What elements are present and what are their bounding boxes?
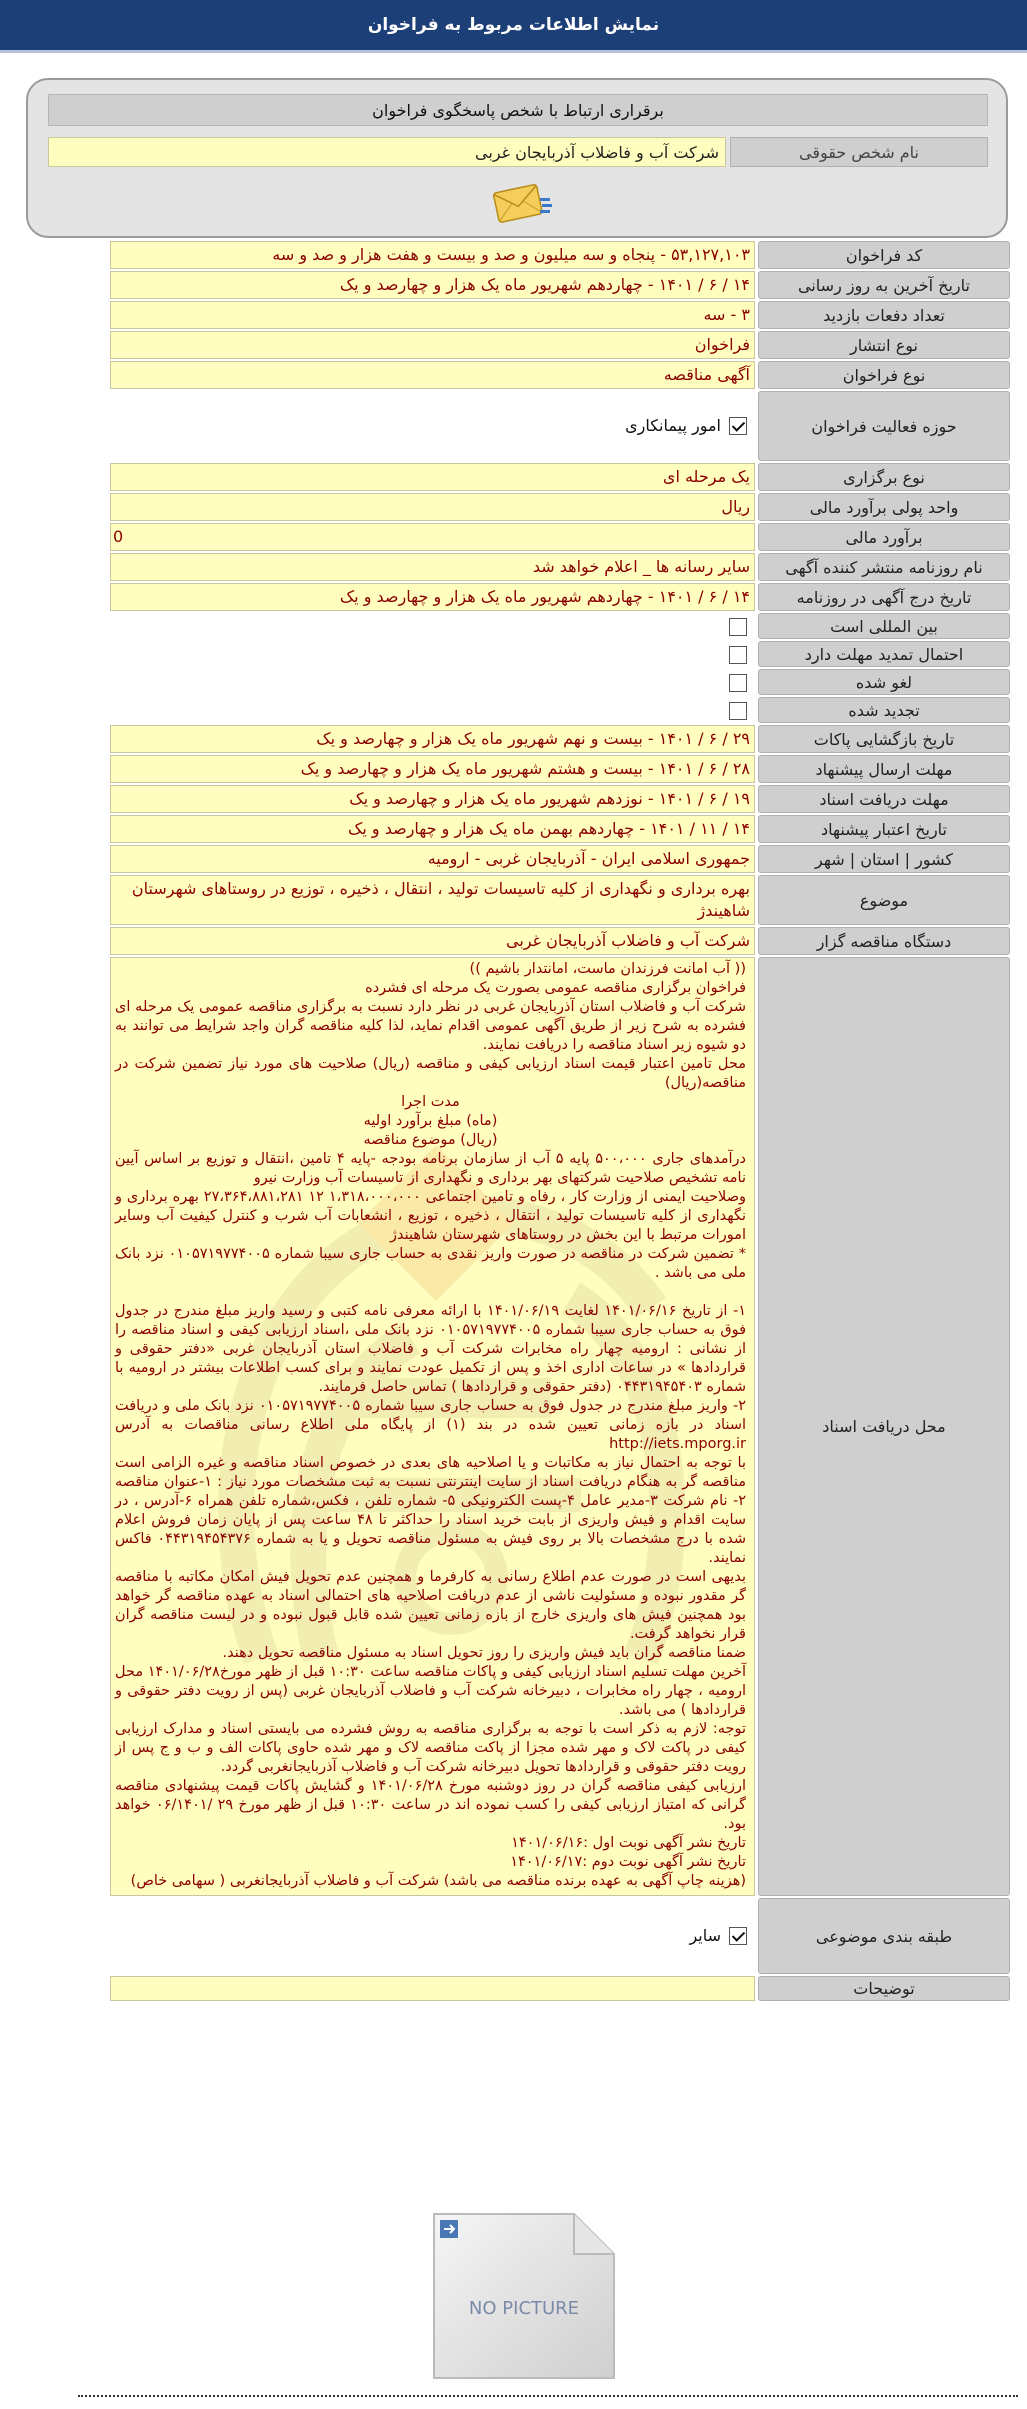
row-estimate bbox=[110, 523, 1010, 551]
docs-line: ۱- از تاریخ ۱۴۰۱/۰۶/۱۶ لغایت ۱۴۰۱/۰۶/۱۹ با ارائه معرفی نامه کتبی و رسید واریز مبلغ مندرج در جدول فوق به حساب جاری سیبا شماره ۰۱۰۵۷۱۹۷۷۴۰۰۵ نزد بانک ملی ،اسناد ارزیابی کیفی و اسناد مناقصه را از نشانی : ارومیه چهار راه مخابرات شرکت آب و فاضلاب استان آذربایجان غربی «دفتر حقوقی و قراردادها » در ساعات اداری اخذ و پس از تکمیل عودت نمایند و برای کسب اطلاعات بیشتر در ارومیه با شماره ۰۴۴۳۱۹۴۵۴۰۳ (دفتر حقوقی و قراردادها ) تماس حاصل فرمایند. bbox=[115, 1303, 746, 1395]
extension-checkbox[interactable] bbox=[729, 646, 747, 664]
label-opening: تاریخ بازگشایی پاکات bbox=[758, 725, 1010, 753]
row-currency bbox=[110, 493, 1010, 521]
value-last-update: ۱۴ / ۶ / ۱۴۰۱ - چهاردهم شهریور ماه یک هزار و چهارصد و یک bbox=[110, 271, 755, 299]
docs-line: (( آب امانت فرزندان ماست، امانتدار باشیم )) bbox=[469, 961, 746, 977]
row-docs bbox=[110, 957, 1010, 1896]
label-renewed: تجدید شده bbox=[758, 697, 1010, 723]
row-call-type bbox=[110, 361, 1010, 389]
value-docs bbox=[110, 957, 755, 1896]
docs-line: ۲- واریز مبلغ مندرج در جدول فوق به حساب جاری سیبا شماره ۰۱۰۵۷۱۹۷۷۴۰۰۵ نزد بانک ملی و دریافت اسناد در بازه زمانی تعیین شده در بند (۱) از پایگاه ملی اطلاع رسانی مناقصات به آدرس http://iets.mporg.ir bbox=[115, 1398, 746, 1452]
label-receive-deadline: مهلت دریافت اسناد bbox=[758, 785, 1010, 813]
label-docs: محل دریافت اسناد bbox=[758, 957, 1010, 1896]
docs-text bbox=[111, 958, 750, 1895]
label-validity: تاریخ اعتبار پیشنهاد bbox=[758, 815, 1010, 843]
docs-line bbox=[115, 1283, 746, 1302]
label-news-date: تاریخ درج آگهی در روزنامه bbox=[758, 583, 1010, 611]
details-table bbox=[110, 239, 1010, 2003]
docs-line: ارزیابی کیفی مناقصه گران در روز دوشنبه مورخ ۱۴۰۱/۰۶/۲۸ و گشایش پاکات قیمت پیشنهادی مناقصه گرانی که امتیاز ارزیابی کیفی را کسب نموده اند در ساعت ۱۰:۳۰ قبل از ظهر مورخ ۲۹ /۰۶/۱۴۰۱ خواهد بود. bbox=[115, 1778, 746, 1832]
value-renewed bbox=[110, 697, 755, 723]
label-category: طبقه بندی موضوعی bbox=[758, 1898, 1010, 1974]
label-estimate: برآورد مالی bbox=[758, 523, 1010, 551]
value-visits: ۳ - سه bbox=[110, 301, 755, 329]
label-code: کد فراخوان bbox=[758, 241, 1010, 269]
docs-line: فراخوان برگزاری مناقصه عمومی بصورت یک مرحله ای فشرده bbox=[365, 980, 746, 996]
row-holding bbox=[110, 463, 1010, 491]
docs-line: (ریال) موضوع مناقصه bbox=[363, 1132, 498, 1148]
value-category bbox=[110, 1898, 755, 1974]
category-text: سایر bbox=[689, 1926, 721, 1946]
value-activity bbox=[110, 391, 755, 461]
value-notes bbox=[110, 1976, 755, 2001]
label-location: کشور | استان | شهر bbox=[758, 845, 1010, 873]
value-send-deadline: ۲۸ / ۶ / ۱۴۰۱ - بیست و هشتم شهریور ماه یک هزار و چهارصد و یک bbox=[110, 755, 755, 783]
row-validity bbox=[110, 815, 1010, 843]
contact-label: نام شخص حقوقی bbox=[730, 137, 988, 167]
international-checkbox[interactable] bbox=[729, 618, 747, 636]
label-last-update: تاریخ آخرین به روز رسانی bbox=[758, 271, 1010, 299]
row-visits bbox=[110, 301, 1010, 329]
activity-text: امور پیمانکاری bbox=[625, 416, 721, 436]
value-location: جمهوری اسلامی ایران - آذربایجان غربی - ارومیه bbox=[110, 845, 755, 873]
label-call-type: نوع فراخوان bbox=[758, 361, 1010, 389]
row-news-date bbox=[110, 583, 1010, 611]
label-international: بین المللی است bbox=[758, 613, 1010, 639]
row-extension bbox=[110, 641, 1010, 667]
value-newspaper: سایر رسانه ها _ اعلام خواهد شد bbox=[110, 553, 755, 581]
docs-line: با توجه به احتمال نیاز به مکاتبات و یا اصلاحیه های بعدی در خصوص اسناد مناقصه و غیره الزامی است مناقصه گر به هنگام دریافت اسناد از سایت اینترنتی نسبت به ثبت مشخصات مورد نیاز : ۱-عنوان مناقصه ۲- نام شرکت ۳-مدیر عامل ۴-پست الکترونیکی ۵- شماره تلفن ، فکس،شماره تلفن همراه ۶-آدرس ، در سایت اقدام و فیش واریزی از بابت خرید اسناد را حداکثر تا ۴۸ ساعت پس از پایان زمان فروش اعلام شده با درج مشخصات بالا بر روی فیش به مسئول مناقصه تحویل و یا به شماره ۰۴۴۳۱۹۴۵۴۳۷۶ فاکس نمایند. bbox=[115, 1455, 747, 1566]
row-category bbox=[110, 1898, 1010, 1974]
label-cancelled: لغو شده bbox=[758, 669, 1010, 695]
value-cancelled bbox=[110, 669, 755, 695]
docs-line: توجه: لازم به ذکر است با توجه به برگزاری مناقصه به روش فشرده می بایستی اسناد و مدارک ارزیابی کیفی در پاکت لاک و مهر شده مجزا از پاکت مناقصه لاک و مهر شده حاوی پاکات الف و ب و ج پس از رویت دفتر حقوقی و قراردادها تحویل دبیرخانه شرکت آب و فاضلاب آذربایجانغربی گردد. bbox=[115, 1721, 746, 1775]
docs-line: تاریخ نشر آگهی نوبت اول :۱۴۰۱/۰۶/۱۶ bbox=[511, 1835, 746, 1851]
contact-row bbox=[48, 137, 988, 167]
value-currency: ریال bbox=[110, 493, 755, 521]
no-picture-image bbox=[424, 2212, 616, 2382]
label-organizer: دستگاه مناقصه گزار bbox=[758, 927, 1010, 955]
label-notes: توضیحات bbox=[758, 1976, 1010, 2001]
row-newspaper bbox=[110, 553, 1010, 581]
docs-line: محل تامین اعتبار قیمت اسناد ارزیابی کیفی و مناقصه (ریال) صلاحیت های مورد نیاز تضمین شرکت در مناقصه(ریال) bbox=[115, 1056, 746, 1091]
value-international bbox=[110, 613, 755, 639]
row-code bbox=[110, 241, 1010, 269]
footer-divider bbox=[78, 2395, 1018, 2397]
docs-line: (هزینه چاپ آگهی به عهده برنده مناقصه می باشد) شرکت آب و فاضلاب آذربایجانغربی ( سهامی خاص) bbox=[130, 1873, 746, 1889]
page-title: نمایش اطلاعات مربوط به فراخوان bbox=[367, 15, 660, 35]
label-holding: نوع برگزاری bbox=[758, 463, 1010, 491]
value-estimate: 0 bbox=[110, 523, 755, 551]
row-cancelled bbox=[110, 669, 1010, 695]
row-opening bbox=[110, 725, 1010, 753]
label-send-deadline: مهلت ارسال پیشنهاد bbox=[758, 755, 1010, 783]
row-subject bbox=[110, 875, 1010, 925]
value-news-date: ۱۴ / ۶ / ۱۴۰۱ - چهاردهم شهریور ماه یک هزار و چهارصد و یک bbox=[110, 583, 755, 611]
label-activity: حوزه فعالیت فراخوان bbox=[758, 391, 1010, 461]
no-picture-text: NO PICTURE bbox=[468, 2298, 580, 2319]
page-header bbox=[0, 0, 1027, 53]
value-publish-type: فراخوان bbox=[110, 331, 755, 359]
cancelled-checkbox[interactable] bbox=[729, 674, 747, 692]
row-renewed bbox=[110, 697, 1010, 723]
value-subject: بهره برداری و نگهداری از کلیه تاسیسات تولید ، انتقال ، ذخیره ، توزیع در روستاهای شهرستان شاهیندژ bbox=[110, 875, 755, 925]
row-receive-deadline bbox=[110, 785, 1010, 813]
value-organizer: شرکت آب و فاضلاب آذربایجان غربی bbox=[110, 927, 755, 955]
value-opening: ۲۹ / ۶ / ۱۴۰۱ - بیست و نهم شهریور ماه یک هزار و چهارصد و یک bbox=[110, 725, 755, 753]
docs-line: ضمنا مناقصه گران باید فیش واریزی را روز تحویل اسناد به مسئول مناقصه تحویل دهند. bbox=[222, 1645, 746, 1661]
docs-line: بدیهی است در صورت عدم اطلاع رسانی به کارفرما و همچنین عدم تحویل فیش امکان مکاتبه با مناقصه گر مقدور نبوده و مسئولیت ناشی از عدم دریافت اصلاحیه های احتمالی اسناد به عهده مناقصه گر خواهد بود همچنین فیش های واریزی خارج از بازه زمانی تعیین شده قابل قبول نبوده و در لیست مناقصه گران قرار نخواهد گرفت. bbox=[115, 1569, 746, 1642]
row-last-update bbox=[110, 271, 1010, 299]
label-publish-type: نوع انتشار bbox=[758, 331, 1010, 359]
renewed-checkbox[interactable] bbox=[729, 702, 747, 720]
value-call-type: آگهی مناقصه bbox=[110, 361, 755, 389]
docs-line: (ماه) مبلغ برآورد اولیه bbox=[363, 1113, 498, 1129]
contact-panel bbox=[26, 78, 1008, 238]
value-receive-deadline: ۱۹ / ۶ / ۱۴۰۱ - نوزدهم شهریور ماه یک هزار و چهارصد و یک bbox=[110, 785, 755, 813]
label-visits: تعداد دفعات بازدید bbox=[758, 301, 1010, 329]
docs-line: آخرین مهلت تسلیم اسناد ارزیابی کیفی و پاکات مناقصه ساعت ۱۰:۳۰ قبل از ظهر مورخ۱۴۰۱/۰۶/۲۸ محل ارومیه ، چهار راه مخابرات ، دبیرخانه شرکت آب و فاضلاب آذربایجان غربی (پس از رویت دفتر حقوقی و قراردادها ) می باشد. bbox=[115, 1664, 747, 1718]
row-location bbox=[110, 845, 1010, 873]
docs-line: شرکت آب و فاضلاب استان آذربایجان غربی در نظر دارد نسبت به برگزاری مناقصه عمومی یک مرحله ای فشرده به شرح زیر از طریق آگهی عمومی اقدام نماید، لذا کلیه مناقصه گران واجد شرایط می توانند به دو شیوه زیر اسناد مناقصه را دریافت نمایند. bbox=[115, 999, 746, 1053]
label-currency: واحد پولی برآورد مالی bbox=[758, 493, 1010, 521]
docs-line: تاریخ نشر آگهی نوبت دوم :۱۴۰۱/۰۶/۱۷ bbox=[510, 1854, 746, 1870]
contact-title: برقراری ارتباط با شخص پاسخگوی فراخوان bbox=[48, 94, 988, 126]
row-notes bbox=[110, 1976, 1010, 2001]
row-activity bbox=[110, 391, 1010, 461]
label-extension: احتمال تمدید مهلت دارد bbox=[758, 641, 1010, 667]
label-newspaper: نام روزنامه منتشر کننده آگهی bbox=[758, 553, 1010, 581]
value-code: ۵۳,۱۲۷,۱۰۳ - پنجاه و سه میلیون و صد و بیست و هفت هزار و صد و سه bbox=[110, 241, 755, 269]
docs-line: مدت اجرا bbox=[401, 1094, 460, 1110]
activity-checkbox[interactable] bbox=[729, 417, 747, 435]
envelope-icon[interactable] bbox=[490, 180, 554, 226]
label-subject: موضوع bbox=[758, 875, 1010, 925]
row-international bbox=[110, 613, 1010, 639]
value-validity: ۱۴ / ۱۱ / ۱۴۰۱ - چهاردهم بهمن ماه یک هزار و چهارصد و یک bbox=[110, 815, 755, 843]
docs-line: وصلاحیت ایمنی از وزارت کار ، رفاه و تامین اجتماعی ۱،۳۱۸،۰۰۰،۰۰۰ ۱۲ ۲۷،۳۶۴،۸۸۱،۲۸۱ بهره برداری و نگهداری از کلیه تاسیسات تولید ، انتقال ، ذخیره ، توزیع ، انشعابات آب شرب و کنترل کیفیت آب وسایر امورات مرتبط با این بخش در روستاهای شهرستان شاهیندژ bbox=[115, 1189, 747, 1243]
row-publish-type bbox=[110, 331, 1010, 359]
value-holding: یک مرحله ای bbox=[110, 463, 755, 491]
category-checkbox[interactable] bbox=[729, 1927, 747, 1945]
row-organizer bbox=[110, 927, 1010, 955]
docs-line: * تضمین شرکت در مناقصه در صورت واریز نقدی به حساب جاری سیبا شماره ۰۱۰۵۷۱۹۷۷۴۰۰۵ نزد بانک ملی می باشد . bbox=[115, 1246, 747, 1281]
docs-line: درآمدهای جاری ۵۰۰،۰۰۰ پایه ۵ آب از سازمان برنامه بودجه -پایه ۴ تامین ،انتقال و توزیع بر اساس آیین نامه تشخیص صلاحیت شرکتهای بهر برداری و نگهداری از تاسیسات آب وزارت نیرو bbox=[115, 1151, 747, 1186]
contact-value: شرکت آب و فاضلاب آذربایجان غربی bbox=[48, 137, 726, 167]
value-extension bbox=[110, 641, 755, 667]
row-send-deadline bbox=[110, 755, 1010, 783]
